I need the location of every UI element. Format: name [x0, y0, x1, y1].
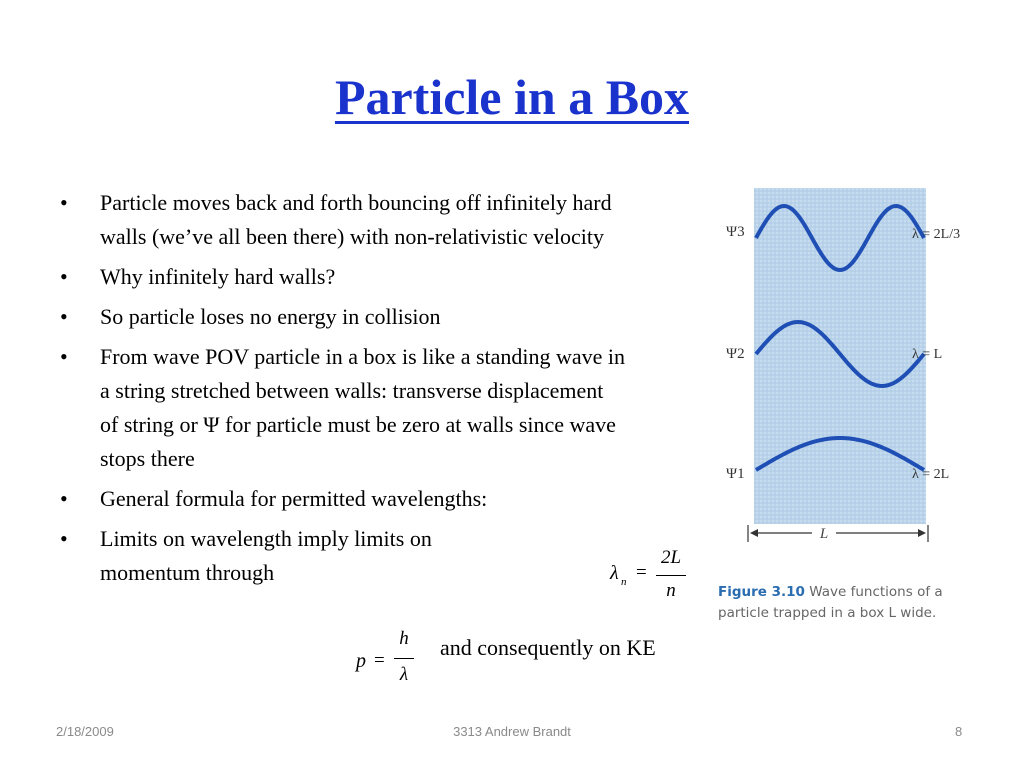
psi2-label: Ψ2: [726, 346, 745, 362]
formula-denominator: n: [666, 580, 676, 601]
fraction-line: [394, 658, 414, 659]
bullet-item: [56, 186, 656, 254]
width-label: L: [819, 526, 829, 542]
lambda1-label: λ = 2L: [912, 467, 950, 482]
figure-caption-text: Wave functions of a particle trapped in a box L wide.: [718, 584, 943, 621]
slide-title: Particle in a Box: [334, 69, 690, 125]
arrowhead-left-icon: [750, 529, 758, 537]
bullet-continuation: [440, 631, 656, 665]
bullet-list: [56, 186, 656, 596]
wave-function-figure: [712, 180, 970, 628]
bullet-text: From wave POV particle in a box is like a standing wave in a string stretched between walls: transverse displacement of string or Ψ for particle must be zero at walls since wave stops there: [100, 344, 626, 471]
formula-subscript: n: [621, 576, 627, 588]
bullet-text: and consequently on KE: [440, 635, 656, 660]
formula-p: p: [356, 650, 366, 672]
wave-function-diagram: [712, 180, 970, 580]
formula-equals: =: [374, 650, 385, 671]
bullet-dot: •: [60, 304, 68, 329]
footer-center: 3313 Andrew Brandt: [453, 724, 571, 739]
psi3-label: Ψ3: [726, 224, 745, 240]
formula-denominator: λ: [399, 664, 409, 685]
footer-page-number: 8: [955, 724, 963, 739]
bullet-dot: •: [60, 526, 68, 551]
formula-numerator: 2L: [660, 547, 682, 568]
bullet-dot: •: [60, 190, 68, 215]
bullet-text: Particle moves back and forth bouncing off infinitely hard walls (we’ve all been there) with non-relativistic velocity: [100, 190, 612, 249]
bullet-item: [56, 482, 656, 516]
bullet-item: [56, 260, 656, 294]
bullet-item: [56, 340, 656, 476]
psi1-label: Ψ1: [726, 466, 745, 482]
formula-lambda: λ: [610, 562, 619, 584]
bullet-text: Limits on wavelength imply limits on momentum through: [100, 526, 432, 585]
bullet-dot: •: [60, 264, 68, 289]
lambda2-label: λ = L: [912, 347, 943, 362]
fraction-line: [656, 575, 686, 576]
bullet-dot: •: [60, 486, 68, 511]
lambda3-label: λ = 2L/3: [912, 227, 961, 242]
bullet-item: [56, 522, 656, 590]
bullet-text: Why infinitely hard walls?: [100, 264, 336, 289]
bullet-item: [56, 300, 656, 334]
bullet-dot: •: [60, 344, 68, 369]
bullet-text: General formula for permitted wavelengths:: [100, 486, 488, 511]
figure-caption: [718, 582, 970, 624]
footer-date: 2/18/2009: [56, 724, 114, 739]
arrowhead-right-icon: [918, 529, 926, 537]
figure-number: Figure 3.10: [718, 584, 805, 600]
formula-numerator: h: [399, 628, 409, 649]
formula-equals: =: [636, 562, 647, 583]
bullet-text: So particle loses no energy in collision: [100, 304, 441, 329]
